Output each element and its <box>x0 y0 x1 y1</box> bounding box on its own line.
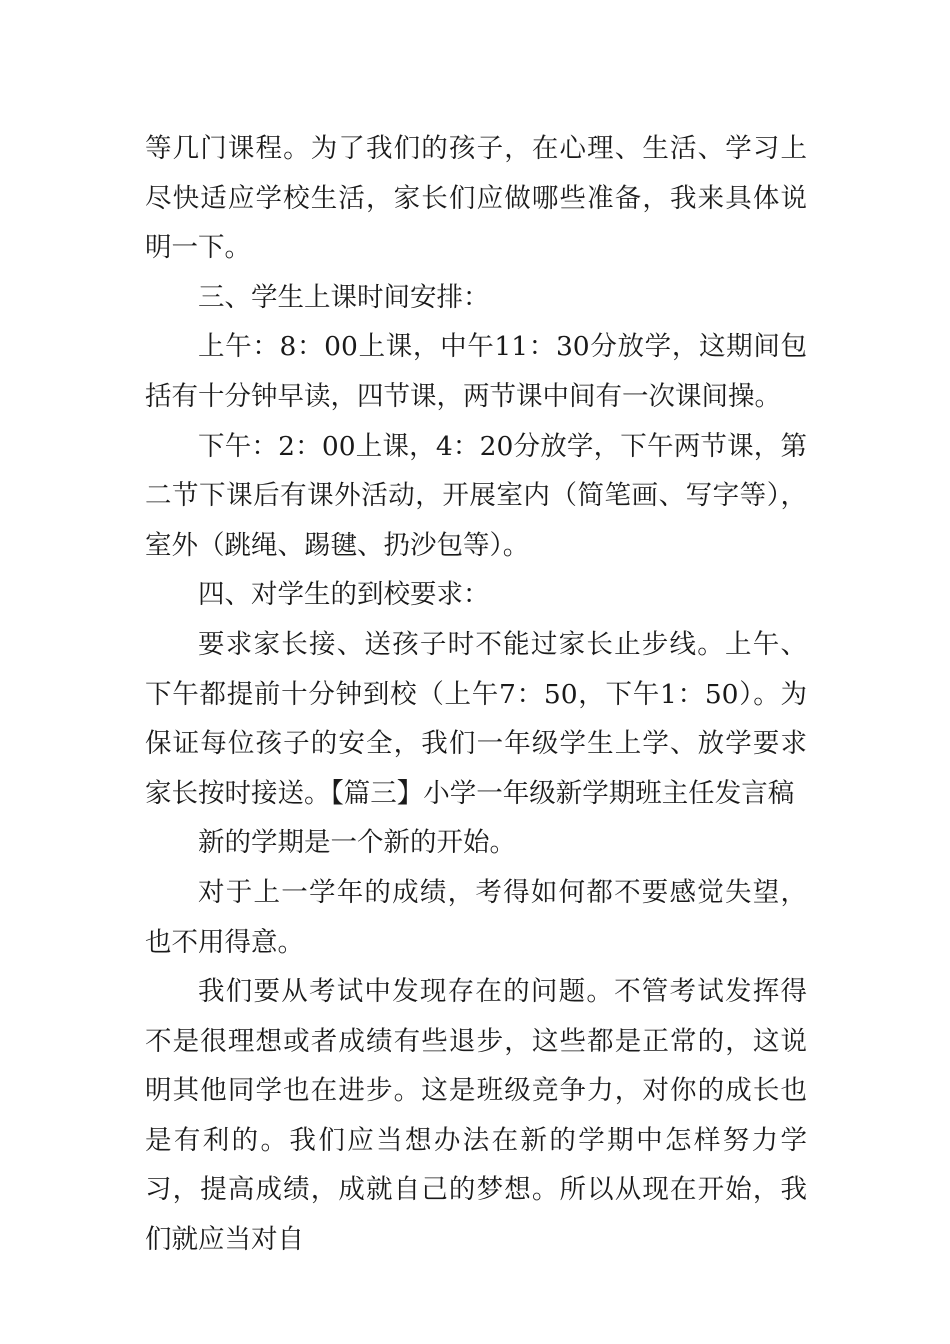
section-heading-arrival-requirements: 四、对学生的到校要求： <box>198 579 490 611</box>
paragraph-intro-continued: 等几门课程。为了我们的孩子，在心理、生活、学习上尽快适应学校生活，家长们应做哪些准备，我来具体说明一下。 <box>145 133 807 264</box>
paragraph-morning-schedule: 上午：8：00上课，中午11：30分放学，这期间包括有十分钟早读，四节课，两节课中间有一次课间操。 <box>145 331 807 412</box>
paragraph-last-year-results: 对于上一学年的成绩，考得如何都不要感觉失望，也不用得意。 <box>145 876 807 958</box>
section-heading-class-schedule: 三、学生上课时间安排： <box>198 281 490 313</box>
paragraph-new-semester: 新的学期是一个新的开始。 <box>198 827 516 859</box>
paragraph-afternoon-schedule: 下午：2：00上课，4：20分放学，下午两节课，第二节下课后有课外活动，开展室内（简笔画、写字等），室外（跳绳、踢毽、扔沙包等）。 <box>145 430 807 561</box>
document-body <box>145 124 807 1265</box>
paragraph-find-problems: 我们要从考试中发现存在的问题。不管考试发挥得不是很理想或者成绩有些退步，这些都是正常的，这说明其他同学也在进步。这是班级竞争力，对你的成长也是有利的。我们应当想办法在新的学期中怎样努力学习，提高成绩，成就自己的梦想。所以从现在开始，我们就应当对自 <box>145 976 807 1256</box>
paragraph-arrival-requirements: 要求家长接、送孩子时不能过家长止步线。上午、下午都提前十分钟到校（上午7：50，下午1：50）。为保证每位孩子的安全，我们一年级学生上学、放学要求家长按时接送。【篇三】小学一年级新学期班主任发言稿 <box>145 628 807 809</box>
